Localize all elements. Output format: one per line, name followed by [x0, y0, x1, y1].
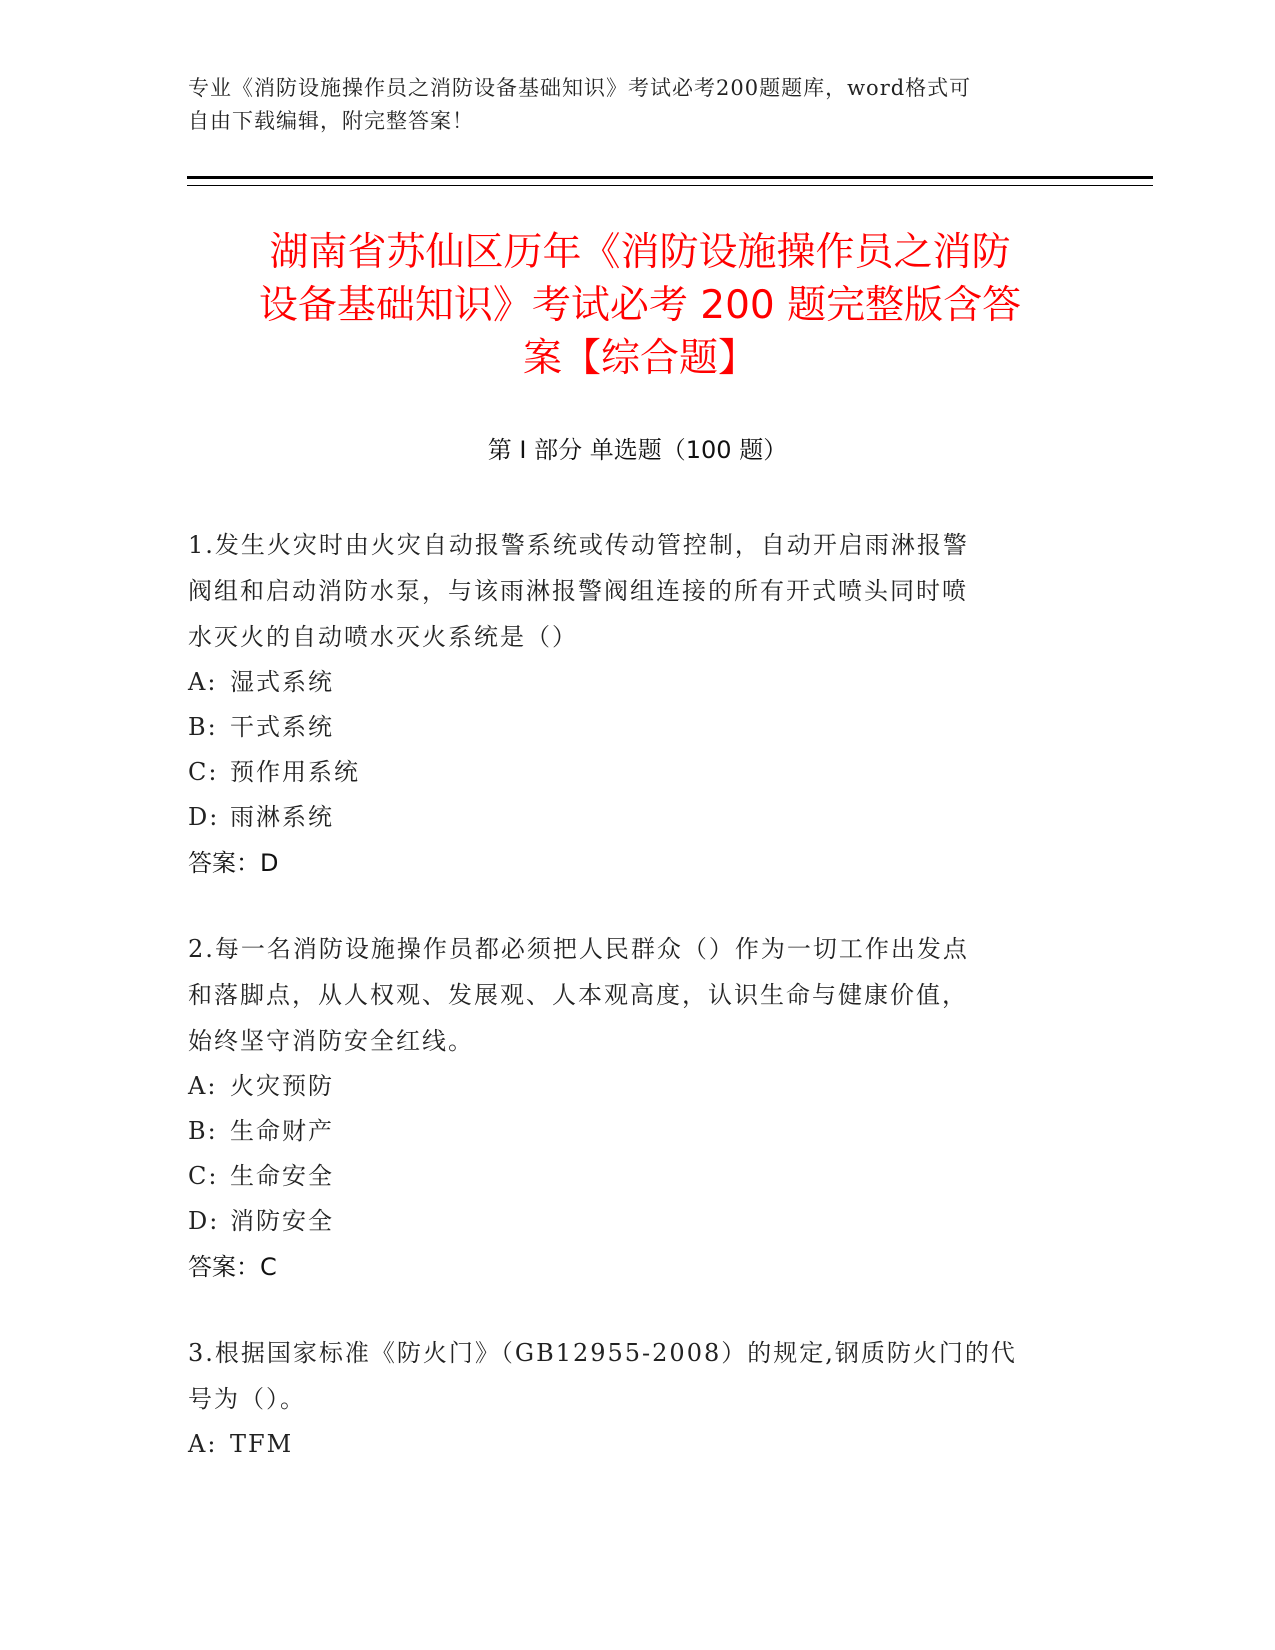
stem-line: 水灭火的自动喷水灭火系统是（） — [188, 623, 578, 651]
stem-line: 始终坚守消防安全红线。 — [188, 1027, 474, 1055]
answer-line: 答案：D — [188, 849, 279, 877]
option-text: 生命财产 — [230, 1117, 334, 1145]
option-text: 预作用系统 — [230, 758, 360, 786]
question-3 — [188, 1330, 1068, 1467]
header-rule-thin — [187, 185, 1153, 186]
answer-line: 答案：C — [188, 1253, 277, 1281]
option-letter: D: — [188, 1207, 220, 1235]
section-heading: 第 I 部分 单选题（100 题） — [487, 436, 788, 464]
question-1 — [188, 522, 1068, 886]
question-stem — [188, 522, 1068, 660]
stem-line: 号为（）。 — [188, 1385, 306, 1413]
stem-line: 1.发生火灾时由火灾自动报警系统或传动管控制，自动开启雨淋报警 — [188, 531, 969, 559]
option-text: 消防安全 — [230, 1207, 334, 1235]
option-text: 湿式系统 — [230, 668, 334, 696]
option-b — [188, 705, 1068, 750]
header-rule-thick — [187, 176, 1153, 179]
document-title — [190, 226, 1090, 385]
option-a — [188, 1064, 1068, 1109]
option-text: TFM — [230, 1430, 294, 1458]
option-c — [188, 750, 1068, 795]
option-text: 火灾预防 — [230, 1072, 334, 1100]
question-stem — [188, 926, 1068, 1064]
option-text: 生命安全 — [230, 1162, 334, 1190]
option-d — [188, 1199, 1068, 1244]
stem-line: 3.根据国家标准《防火门》（GB12955-2008）的规定,钢质防火门的代 — [188, 1339, 1017, 1367]
option-letter: C: — [188, 758, 219, 786]
option-letter: A: — [188, 668, 218, 696]
option-letter: B: — [188, 1117, 218, 1145]
option-c — [188, 1154, 1068, 1199]
option-letter: B: — [188, 713, 218, 741]
option-text: 干式系统 — [230, 713, 334, 741]
option-letter: D: — [188, 803, 220, 831]
intro-line: 专业《消防设施操作员之消防设备基础知识》考试必考200题题库，word格式可 — [188, 76, 972, 100]
option-letter: A: — [188, 1072, 218, 1100]
stem-line: 和落脚点，从人权观、发展观、人本观高度，认识生命与健康价值， — [188, 981, 968, 1009]
option-b — [188, 1109, 1068, 1154]
question-list — [188, 522, 1068, 1467]
option-letter: A: — [188, 1430, 218, 1458]
option-text: 雨淋系统 — [230, 803, 334, 831]
intro-text — [188, 72, 1068, 138]
option-a — [188, 660, 1068, 705]
intro-line: 自由下载编辑，附完整答案！ — [188, 109, 474, 133]
title-line: 设备基础知识》考试必考 200 题完整版含答 — [258, 283, 1022, 328]
stem-line: 阀组和启动消防水泵，与该雨淋报警阀组连接的所有开式喷头同时喷 — [188, 577, 968, 605]
question-spacer — [188, 886, 1068, 926]
question-spacer — [188, 1290, 1068, 1330]
stem-line: 2.每一名消防设施操作员都必须把人民群众（）作为一切工作出发点 — [188, 935, 969, 963]
question-stem — [188, 1330, 1068, 1422]
question-2 — [188, 926, 1068, 1290]
option-letter: C: — [188, 1162, 219, 1190]
option-d — [188, 795, 1068, 840]
option-a — [188, 1422, 1068, 1467]
title-line: 湖南省苏仙区历年《消防设施操作员之消防 — [269, 230, 1011, 275]
title-line: 案【综合题】 — [522, 336, 757, 381]
